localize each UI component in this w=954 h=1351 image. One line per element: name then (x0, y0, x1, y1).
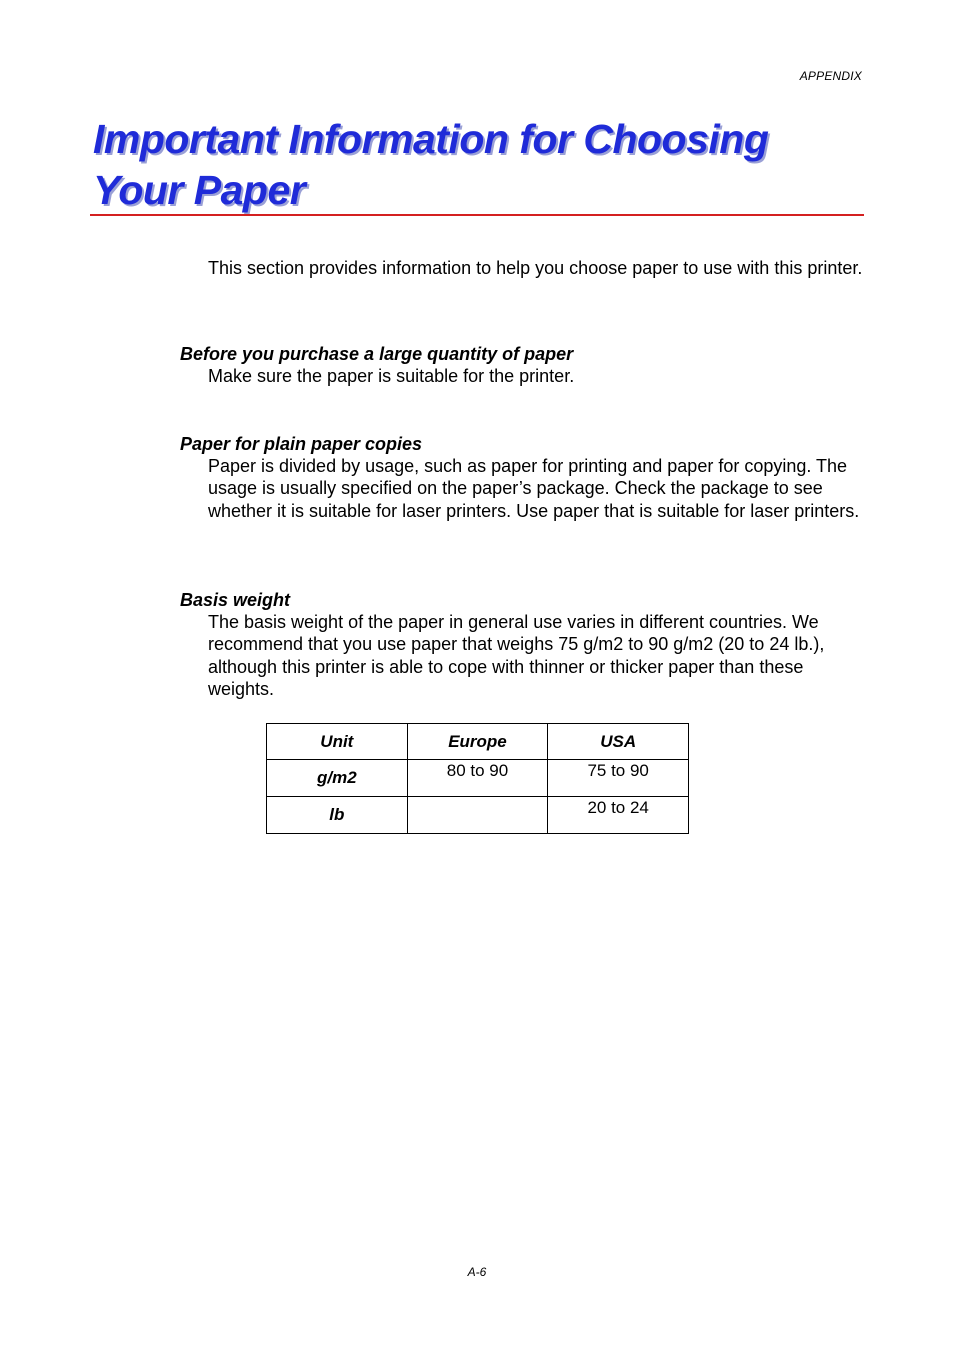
table-cell-unit: lb (267, 797, 408, 834)
intro-paragraph: This section provides information to help you choose paper to use with this printer. (208, 258, 863, 278)
section-heading-basis-weight: Basis weight (180, 590, 291, 610)
table-cell-europe (407, 797, 548, 834)
page-number: A-6 (467, 1265, 487, 1279)
section-heading-plain-paper: Paper for plain paper copies (180, 434, 423, 454)
table-header-unit: Unit (267, 724, 408, 760)
section-body-basis-weight: The basis weight of the paper in general use varies in different countries. We recommend that you use paper that weighs 75 g/m2 to 90 g/m2 (20 to 24 lb.), although this printer is able to cope with thinner or thicker paper than these weights. (208, 612, 825, 699)
section-body-plain-paper: Paper is divided by usage, such as paper for printing and paper for copying. The usage is usually specified on the paper’s package. Check the package to see whether it is suitable for laser printers. Use paper that is suitable for laser printers. (208, 456, 860, 521)
page-title-line-1: Important Information for Choosing (93, 116, 769, 162)
table-row (267, 760, 689, 797)
title-underline (90, 214, 864, 216)
table-header-europe: Europe (407, 724, 548, 760)
table-header-row (267, 724, 689, 760)
section-body-purchase: Make sure the paper is suitable for the printer. (208, 366, 575, 386)
table-cell-unit: g/m2 (267, 760, 408, 797)
basis-weight-table (266, 723, 689, 834)
section-heading-purchase: Before you purchase a large quantity of paper (180, 344, 574, 364)
table-cell-usa: 75 to 90 (548, 760, 689, 797)
table-cell-europe: 80 to 90 (407, 760, 548, 797)
table-header-usa: USA (548, 724, 689, 760)
table-cell-usa: 20 to 24 (548, 797, 689, 834)
page-title-line-2: Your Paper (93, 167, 306, 213)
page-title (93, 114, 873, 216)
table-row (267, 797, 689, 834)
running-header: APPENDIX (799, 69, 862, 83)
